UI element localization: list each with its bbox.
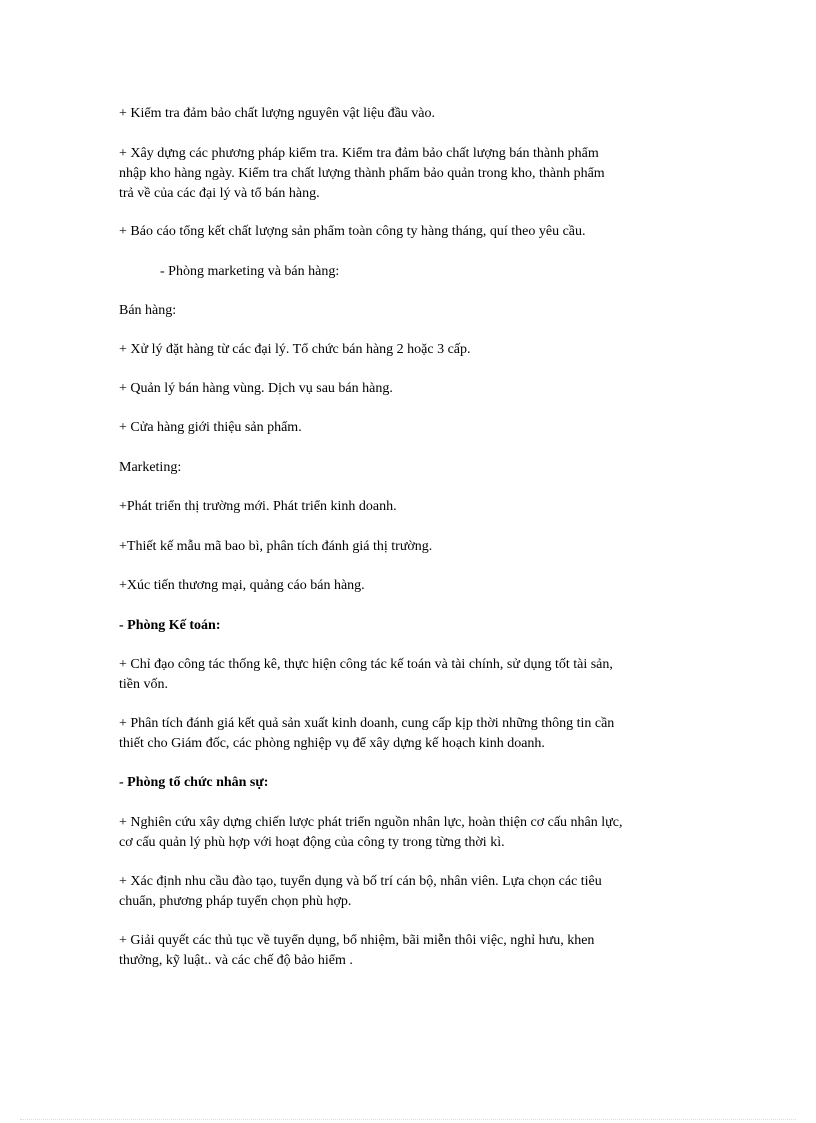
text-line: + Kiểm tra đảm bảo chất lượng nguyên vật liệu đầu vào. (119, 106, 436, 121)
text-line: + Nghiên cứu xây dựng chiến lược phát triển nguồn nhân lực, hoàn thiện cơ cấu nhân lực, (119, 815, 623, 830)
paragraph-packaging-design (119, 537, 699, 557)
paragraph-regional-sales (119, 379, 699, 399)
text-line: + Giải quyết các thủ tục về tuyển dụng, bổ nhiệm, bãi miễn thôi việc, nghỉ hưu, khen (119, 933, 595, 948)
paragraph-accounting-direction (119, 655, 699, 695)
text-line: +Thiết kế mẫu mã bao bì, phân tích đánh giá thị trường. (119, 539, 433, 554)
text-line: chuẩn, phương pháp tuyển chọn phù hợp. (119, 894, 352, 909)
text-line: - Phòng marketing và bán hàng: (160, 264, 340, 279)
text-line: - Phòng tổ chức nhân sự: (119, 775, 269, 790)
text-line: trả về của các đại lý và tổ bán hàng. (119, 186, 320, 201)
text-line: +Phát triển thị trường mới. Phát triển kinh doanh. (119, 499, 397, 514)
heading-human-resources (119, 773, 699, 793)
text-line: + Xây dựng các phương pháp kiểm tra. Kiểm tra đảm bảo chất lượng bán thành phẩm (119, 146, 599, 161)
text-line: +Xúc tiến thương mại, quảng cáo bán hàng. (119, 578, 365, 593)
paragraph-training-recruitment (119, 872, 699, 912)
text-line: thiết cho Giám đốc, các phòng nghiệp vụ để xây dựng kế hoạch kinh doanh. (119, 736, 545, 751)
paragraph-quality-input (119, 104, 699, 124)
paragraph-testing-methods (119, 144, 699, 204)
text-line: - Phòng Kế toán: (119, 618, 221, 633)
paragraph-showroom (119, 418, 699, 438)
paragraph-order-handling (119, 340, 699, 360)
text-line: + Chỉ đạo công tác thống kê, thực hiện công tác kế toán và tài chính, sử dụng tốt tài sản, (119, 657, 613, 672)
paragraph-hr-procedures (119, 931, 699, 971)
text-line: cơ cấu quản lý phù hợp với hoạt động của công ty trong từng thời kì. (119, 835, 505, 850)
text-line: nhập kho hàng ngày. Kiểm tra chất lượng thành phẩm bảo quản trong kho, thành phẩm (119, 166, 605, 181)
text-line: + Báo cáo tổng kết chất lượng sản phẩm toàn công ty hàng tháng, quí theo yêu cầu. (119, 224, 586, 239)
label-marketing (119, 458, 699, 478)
label-sales (119, 301, 699, 321)
heading-marketing-sales (160, 262, 740, 282)
paragraph-trade-promotion (119, 576, 699, 596)
text-line: Bán hàng: (119, 303, 177, 318)
paragraph-hr-strategy (119, 813, 699, 853)
text-line: + Xử lý đặt hàng từ các đại lý. Tổ chức bán hàng 2 hoặc 3 cấp. (119, 342, 471, 357)
paragraph-market-development (119, 497, 699, 517)
text-line: tiền vốn. (119, 677, 168, 692)
paragraph-business-analysis (119, 714, 699, 754)
text-line: + Phân tích đánh giá kết quả sản xuất kinh doanh, cung cấp kịp thời những thông tin cần (119, 716, 615, 731)
text-line: + Cửa hàng giới thiệu sản phẩm. (119, 420, 302, 435)
text-line: + Xác định nhu cầu đào tạo, tuyển dụng và bố trí cán bộ, nhân viên. Lựa chọn các tiêu (119, 874, 602, 889)
heading-accounting (119, 616, 699, 636)
paragraph-quality-report (119, 222, 699, 242)
text-line: + Quản lý bán hàng vùng. Dịch vụ sau bán hàng. (119, 381, 393, 396)
text-line: thưởng, kỹ luật.. và các chế độ bảo hiểm . (119, 953, 353, 968)
page-bottom-divider (20, 1119, 796, 1120)
text-line: Marketing: (119, 460, 182, 475)
